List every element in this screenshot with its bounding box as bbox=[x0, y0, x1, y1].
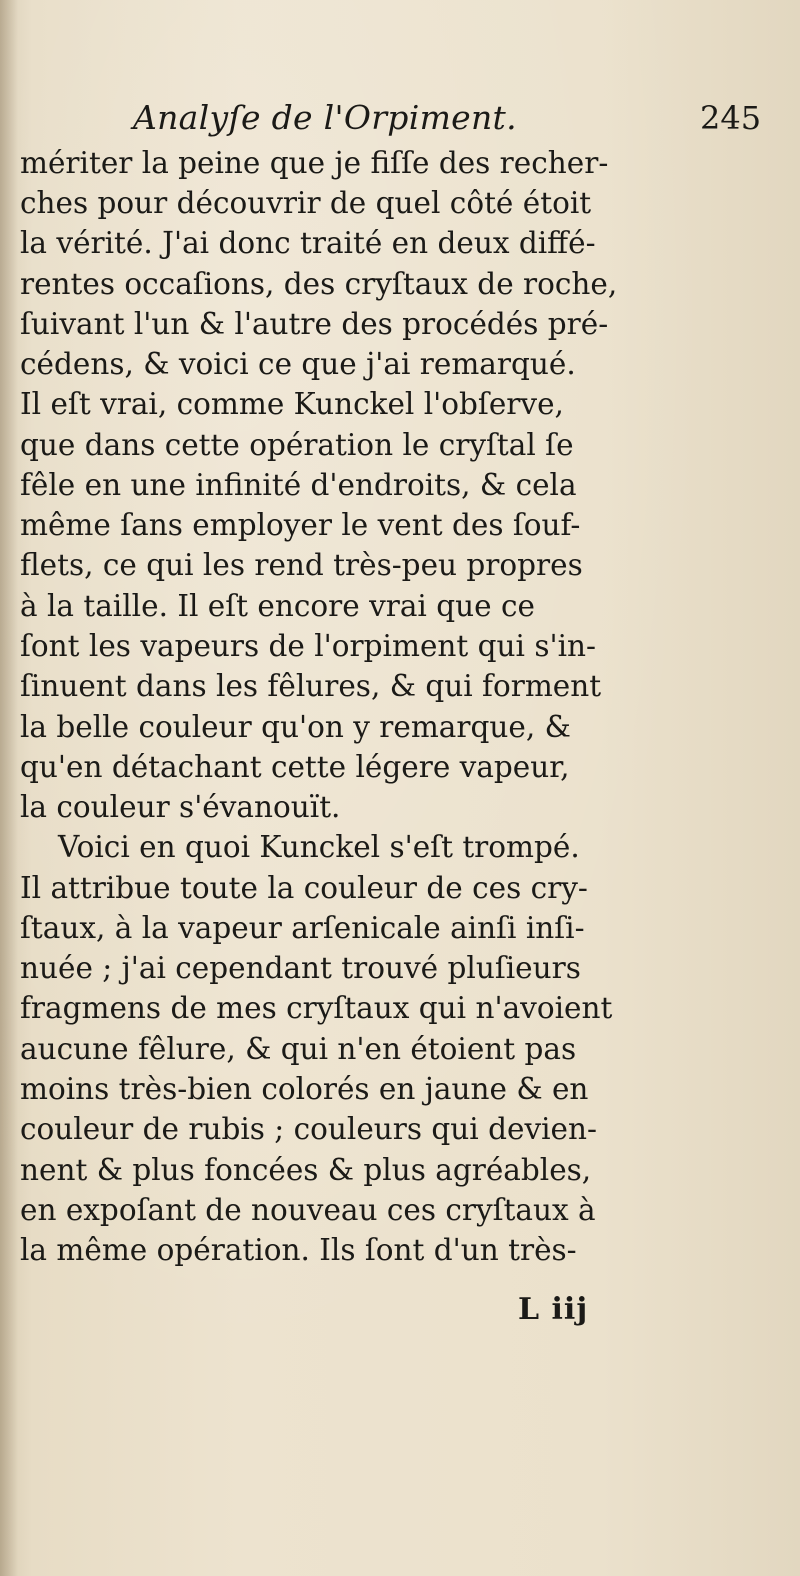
text-line: flets, ce qui les rend très-peu propres bbox=[20, 548, 583, 582]
text-line: qu'en détachant cette légere vapeur, bbox=[20, 750, 570, 784]
text-line: ſuivant l'un & l'autre des procédés pré- bbox=[20, 307, 609, 341]
text-line: ſtaux, à la vapeur arſenicale ainſi inſi- bbox=[20, 911, 585, 945]
text-line: la couleur s'évanouït. bbox=[20, 790, 341, 824]
text-line: la vérité. J'ai donc traité en deux diffé- bbox=[20, 226, 596, 260]
text-line: nent & plus foncées & plus agréables, bbox=[20, 1153, 592, 1187]
text-line: à la taille. Il eſt encore vrai que ce bbox=[20, 589, 535, 623]
text-line: rentes occaſions, des cryſtaux de roche, bbox=[20, 267, 618, 301]
signature-mark: L iij bbox=[518, 1292, 589, 1327]
text-line: moins très-bien colorés en jaune & en bbox=[20, 1072, 589, 1106]
text-line: cédens, & voici ce que j'ai remarqué. bbox=[20, 347, 576, 381]
text-line: Il eſt vrai, comme Kunckel l'obſerve, bbox=[20, 387, 564, 421]
running-header bbox=[0, 96, 800, 140]
text-line: mériter la peine que je fiſſe des recher- bbox=[20, 146, 609, 180]
text-line: couleur de rubis ; couleurs qui devien- bbox=[20, 1112, 597, 1146]
text-line: fragmens de mes cryſtaux qui n'avoient bbox=[20, 991, 613, 1025]
text-line: la même opération. Ils ſont d'un très- bbox=[20, 1233, 577, 1267]
paragraph-first-line: Voici en quoi Kunckel s'eſt trompé. bbox=[58, 830, 580, 864]
text-line: même ſans employer le vent des ſouf- bbox=[20, 508, 581, 542]
text-line: fêle en une infinité d'endroits, & cela bbox=[20, 468, 577, 502]
page-number: 245 bbox=[700, 99, 762, 137]
text-line: nuée ; j'ai cependant trouvé pluſieurs bbox=[20, 951, 581, 985]
text-line: que dans cette opération le cryſtal ſe bbox=[20, 428, 574, 462]
text-line: la belle couleur qu'on y remarque, & bbox=[20, 710, 571, 744]
text-line: ſont les vapeurs de l'orpiment qui s'in- bbox=[20, 629, 596, 663]
text-line: ſinuent dans les fêlures, & qui forment bbox=[20, 669, 602, 703]
text-line: en expoſant de nouveau ces cryſtaux à bbox=[20, 1193, 596, 1227]
spine-shadow bbox=[0, 0, 18, 1576]
text-line: aucune fêlure, & qui n'en étoient pas bbox=[20, 1032, 577, 1066]
text-line: Il attribue toute la couleur de ces cry- bbox=[20, 871, 588, 905]
running-title: Analyſe de l'Orpiment. bbox=[133, 98, 517, 137]
text-line: ches pour découvrir de quel côté étoit bbox=[20, 186, 592, 220]
